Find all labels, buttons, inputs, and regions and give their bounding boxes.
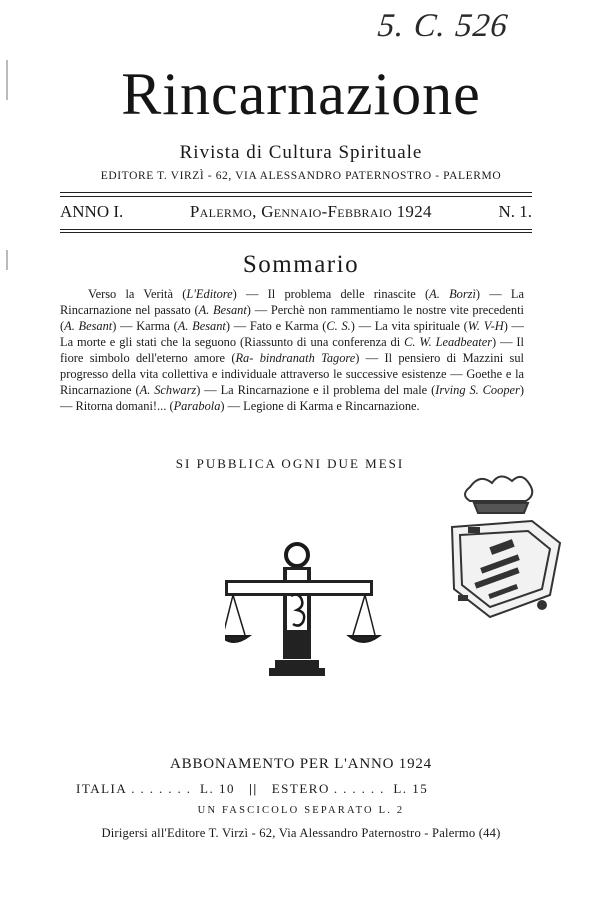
entry-author: A. Besant (177, 319, 226, 333)
issue-date: Palermo, Gennaio-Febbraio 1924 (189, 202, 432, 221)
entry-author: Irving S. Cooper (435, 383, 520, 397)
entry-title: Goethe e la Rincarnazione (60, 367, 525, 397)
call-number: 5. C. 526 (376, 8, 510, 44)
leader-dots: ...... (333, 781, 390, 796)
entry-author: Ra- (235, 351, 254, 365)
abroad-label: ESTERO (271, 781, 330, 796)
editor-address: Dirigersi all'Editore T. Virzì - 62, Via Alessandro Paternostro - Palermo (44) (101, 826, 501, 840)
entry-author: A. Schwarz (139, 383, 197, 397)
entry-author: C. W. Leadbeater (404, 335, 493, 349)
italy-label: ITALIA (76, 781, 128, 796)
entry-title: La vita spirituale (374, 319, 460, 333)
entry-title: Fato e Karma (249, 319, 319, 333)
entry-author: A. Besant (64, 319, 113, 333)
entry-title: Legione di Karma e Rincarnazione. (243, 399, 420, 413)
column-separator: || (248, 781, 258, 796)
top-rule (60, 192, 532, 193)
issue-year: ANNO I. (60, 202, 124, 221)
entry-author: bindranath Tagore (259, 351, 356, 365)
subscription-heading: ABBONAMENTO PER L'ANNO 1924 (170, 756, 432, 772)
issue-number: N. 1. (498, 202, 532, 221)
issue-line (60, 202, 532, 222)
entry-author: A. Besant (198, 303, 247, 317)
price-row (76, 781, 516, 797)
entry-author: C. S. (326, 319, 351, 333)
entry-author: Parabola (173, 399, 221, 413)
issue-rule (60, 229, 532, 230)
entry-title: Ritorna domani!... (75, 399, 167, 413)
journal-title: Rincarnazione (121, 61, 481, 127)
entry-author: A. Borzì (429, 287, 476, 301)
entry-title: Il pensiero di Mazzini sul progresso della vita collettiva e individuale attraverso le successive esistenze (60, 351, 524, 381)
entry-title: La morte e gli stati che la seguono (Riassunto di una conferenza di (60, 335, 401, 349)
entry-title: La Rincarnazione e il problema del male (220, 383, 428, 397)
publication-frequency: SI PUBBLICA OGNI DUE MESI (175, 456, 405, 471)
entry-title: Il fiore simbolo dell'eterno amore (60, 335, 524, 365)
leader-dots: ....... (131, 781, 197, 796)
scales-cross-emblem-icon (225, 540, 385, 690)
entry-title: Karma (136, 319, 170, 333)
publisher-line: EDITORE T. VIRZÌ - 62, VIA ALESSANDRO PATERNOSTRO - PALERMO (100, 170, 502, 182)
issue-rule-thick (60, 232, 532, 233)
library-stamp-icon (430, 465, 580, 635)
entry-suffix: ) (492, 335, 497, 349)
journal-subtitle: Rivista di Cultura Spirituale (179, 142, 423, 163)
entry-title: Verso la Verità (88, 287, 174, 301)
entry-title: Il problema delle rinascite (267, 287, 416, 301)
single-copy-price: UN FASCICOLO SEPARATO L. 2 (197, 805, 405, 816)
entry-title: La Rincarnazione nel passato (60, 287, 524, 317)
top-rule-thin (60, 196, 532, 197)
contents-paragraph: Verso la Verità (L'Editore) — Il problema delle rinascite (A. Borzì) — La Rincarnazione nel passato (A. Besant) — Perchè non rammentiamo le nostre vite precedenti (A. Besant) — Karma (A. Besant) — Fato e Karma (C. S.) — La vita spirituale (W. V-H) — La morte e gli stati che la seguono (Riassunto di una conferenza di C. W. Leadbeater) — Il fiore simbolo dell'eterno amore (Ra- bindranath Tagore) — Il pensiero di Mazzini sul progresso della vita collettiva e individuale attraverso le successive esistenze — Goethe e la Rincarnazione (A. Schwarz) — La Rincarnazione e il problema del male (Irving S. Cooper) — Ritorna domani!... (Parabola) — Legione di Karma e Rincarnazione. (60, 287, 525, 413)
entry-author: L'Editore (186, 287, 233, 301)
entry-author: W. V-H (467, 319, 504, 333)
italy-price: L. 10 (200, 781, 235, 796)
abroad-price: L. 15 (393, 781, 429, 796)
entry-title: Perchè non rammentiamo le nostre vite precedenti (270, 303, 524, 317)
contents-heading: Sommario (242, 251, 360, 278)
